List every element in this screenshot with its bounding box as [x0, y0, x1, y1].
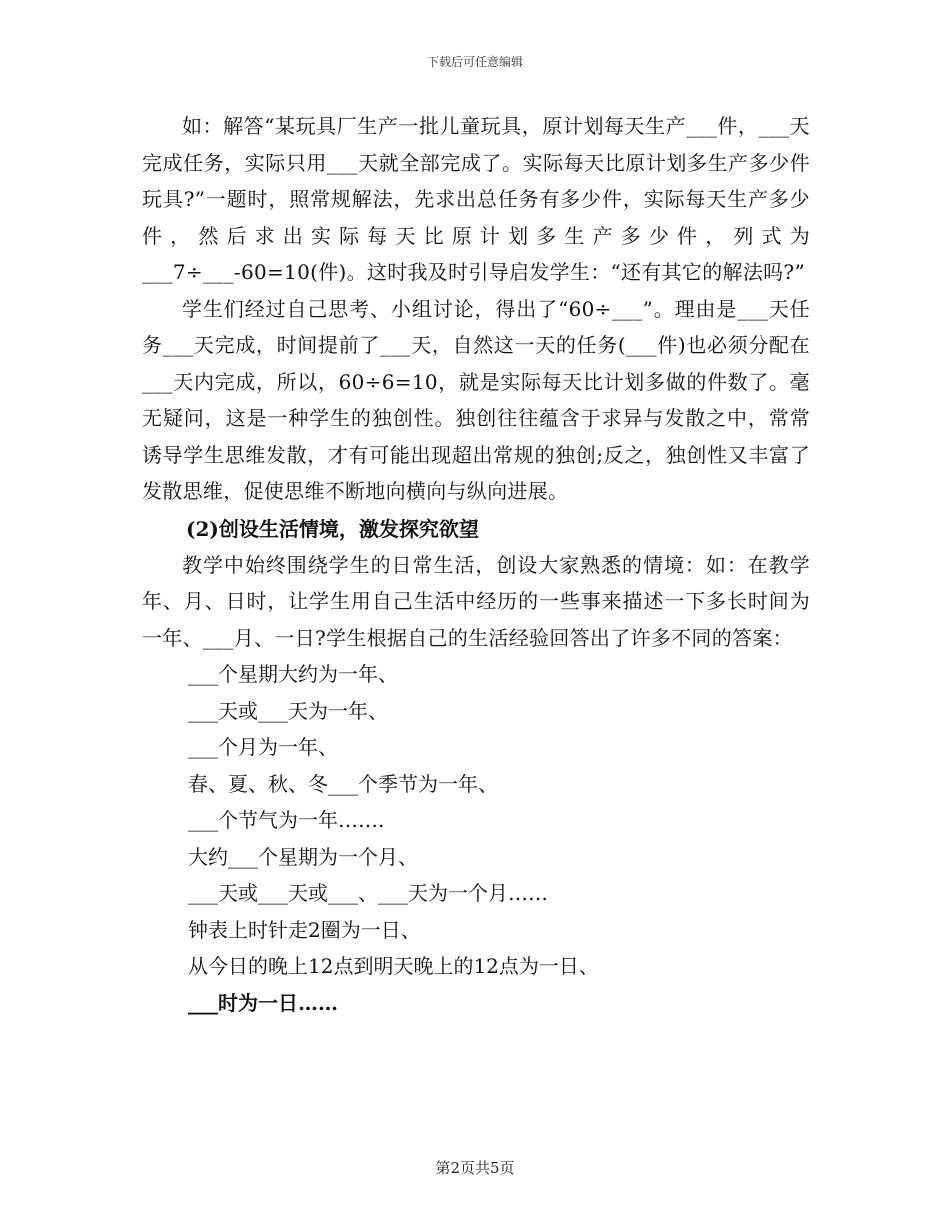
answer-item: 从今日的晚上12点到明天晚上的12点为一日、 — [188, 954, 599, 978]
answer-item: ___时为一日…… — [188, 990, 338, 1015]
answer-item: ___个节气为一年……. — [188, 808, 385, 832]
paragraph-discussion: 学生们经过自己思考、小组讨论，得出了“60÷___”。理由是___天任务___天完成，时间提前了___天，自然这一天的任务(___件)也必须分配在___天内完成，所以，60÷6=10，就是实际每天比计划多做的件数了。毫无疑问，这是一种学生的独创性。独创往往蕴含于求异与发散之中，常常诱导学生思维发散，才有可能出现超出常规的独创;反之，独创性又丰富了发散思维，促使思维不断地向横向与纵向进展。 — [142, 296, 810, 503]
page-header: 下载后可任意编辑 — [426, 55, 523, 69]
answer-item: 春、夏、秋、冬___个季节为一年、 — [188, 771, 498, 796]
answer-item: ___天或___天为一年、 — [188, 698, 388, 723]
answer-item: 钟表上时针走2圈为一日、 — [188, 917, 421, 942]
paragraph-section: 教学中始终围绕学生的日常生活，创设大家熟悉的情境：如：在教学年、月、日时，让学生用自己生活中经历的一些事来描述一下多长时间为一年、___月、一日?学生根据自己的生活经验回答出了许多不同的答案： — [142, 552, 810, 650]
answer-item: ___个星期大约为一年、 — [188, 662, 398, 686]
section-heading: (2)创设生活情境，激发探究欲望 — [186, 516, 479, 541]
answer-item: ___个月为一年、 — [188, 735, 338, 759]
paragraph-example: 如：解答“某玩具厂生产一批儿童玩具，原计划每天生产___件，___天完成任务，实际只用___天就全部完成了。实际每天比原计划多生产多少件玩具?”一题时，照常规解法，先求出总任务有多少件，实际每天生产多少件，然后求出实际每天比原计划多生产多少件，列式为___7÷___-60=10(件)。这时我及时引导启发学生：“还有其它的解法吗?” — [142, 114, 810, 284]
page-footer: 第2页共5页 — [435, 1159, 515, 1177]
answer-list — [142, 656, 810, 1021]
answer-item: ___天或___天或___、___天为一个月…… — [188, 881, 548, 905]
document-body — [142, 108, 810, 1021]
answer-item: 大约___个星期为一个月、 — [188, 844, 418, 869]
